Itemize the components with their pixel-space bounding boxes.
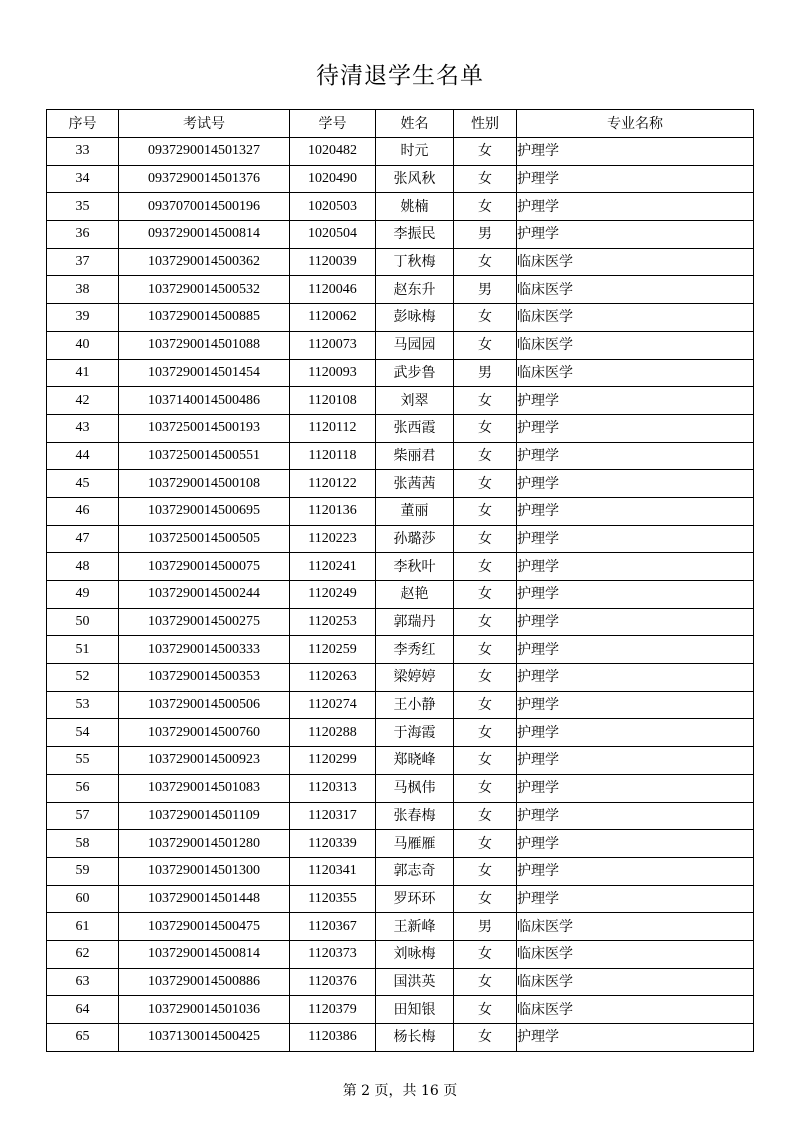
row-seq: 34 bbox=[47, 165, 119, 193]
table-row bbox=[47, 857, 754, 885]
table-row bbox=[47, 581, 754, 609]
row-exam-number: 1037290014500695 bbox=[119, 497, 290, 525]
row-name: 马枫伟 bbox=[376, 774, 454, 802]
row-student-id: 1120339 bbox=[290, 830, 376, 858]
header-seq: 序号 bbox=[47, 110, 119, 138]
row-exam-number: 1037290014500108 bbox=[119, 470, 290, 498]
row-name: 梁婷婷 bbox=[376, 664, 454, 692]
row-student-id: 1020490 bbox=[290, 165, 376, 193]
row-student-id: 1120073 bbox=[290, 331, 376, 359]
row-gender: 女 bbox=[454, 442, 517, 470]
row-gender: 女 bbox=[454, 940, 517, 968]
row-student-id: 1120386 bbox=[290, 1024, 376, 1052]
row-name: 董丽 bbox=[376, 497, 454, 525]
row-exam-number: 1037250014500551 bbox=[119, 442, 290, 470]
student-roster-table bbox=[46, 109, 754, 1052]
table-row bbox=[47, 442, 754, 470]
table-row bbox=[47, 248, 754, 276]
row-name: 郭瑞丹 bbox=[376, 608, 454, 636]
row-gender: 女 bbox=[454, 525, 517, 553]
row-seq: 37 bbox=[47, 248, 119, 276]
row-gender: 女 bbox=[454, 857, 517, 885]
row-exam-number: 1037290014500362 bbox=[119, 248, 290, 276]
row-major: 护理学 bbox=[517, 1024, 754, 1052]
row-name: 马园园 bbox=[376, 331, 454, 359]
page-footer: 第 2 页，共 16 页 bbox=[342, 1083, 458, 1099]
row-gender: 女 bbox=[454, 885, 517, 913]
row-student-id: 1120062 bbox=[290, 304, 376, 332]
row-name: 于海霞 bbox=[376, 719, 454, 747]
table-row bbox=[47, 996, 754, 1024]
page-title: 待清退学生名单 bbox=[316, 63, 484, 89]
row-student-id: 1120376 bbox=[290, 968, 376, 996]
header-major: 专业名称 bbox=[517, 110, 754, 138]
row-exam-number: 1037290014500353 bbox=[119, 664, 290, 692]
row-name: 国洪英 bbox=[376, 968, 454, 996]
row-name: 李秀红 bbox=[376, 636, 454, 664]
row-student-id: 1120355 bbox=[290, 885, 376, 913]
row-major: 临床医学 bbox=[517, 276, 754, 304]
table-row bbox=[47, 830, 754, 858]
row-seq: 43 bbox=[47, 414, 119, 442]
row-major: 护理学 bbox=[517, 857, 754, 885]
table-row bbox=[47, 165, 754, 193]
row-gender: 女 bbox=[454, 248, 517, 276]
row-gender: 男 bbox=[454, 913, 517, 941]
table-row bbox=[47, 608, 754, 636]
table-row bbox=[47, 304, 754, 332]
row-seq: 47 bbox=[47, 525, 119, 553]
row-name: 赵艳 bbox=[376, 581, 454, 609]
row-student-id: 1120241 bbox=[290, 553, 376, 581]
row-major: 护理学 bbox=[517, 719, 754, 747]
row-student-id: 1120118 bbox=[290, 442, 376, 470]
row-name: 柴丽君 bbox=[376, 442, 454, 470]
table-row bbox=[47, 138, 754, 166]
row-gender: 女 bbox=[454, 968, 517, 996]
row-seq: 56 bbox=[47, 774, 119, 802]
row-name: 李振民 bbox=[376, 221, 454, 249]
row-gender: 女 bbox=[454, 636, 517, 664]
row-student-id: 1120373 bbox=[290, 940, 376, 968]
row-exam-number: 1037290014500333 bbox=[119, 636, 290, 664]
row-gender: 女 bbox=[454, 304, 517, 332]
table-row bbox=[47, 359, 754, 387]
row-gender: 女 bbox=[454, 581, 517, 609]
row-exam-number: 0937290014501327 bbox=[119, 138, 290, 166]
row-name: 罗环环 bbox=[376, 885, 454, 913]
row-major: 临床医学 bbox=[517, 248, 754, 276]
row-name: 刘翠 bbox=[376, 387, 454, 415]
row-seq: 55 bbox=[47, 747, 119, 775]
row-gender: 女 bbox=[454, 691, 517, 719]
row-name: 李秋叶 bbox=[376, 553, 454, 581]
row-exam-number: 1037290014501109 bbox=[119, 802, 290, 830]
row-major: 临床医学 bbox=[517, 359, 754, 387]
row-student-id: 1120367 bbox=[290, 913, 376, 941]
row-major: 护理学 bbox=[517, 387, 754, 415]
row-student-id: 1120112 bbox=[290, 414, 376, 442]
row-seq: 57 bbox=[47, 802, 119, 830]
table-row bbox=[47, 774, 754, 802]
row-gender: 女 bbox=[454, 608, 517, 636]
row-name: 武步鲁 bbox=[376, 359, 454, 387]
table-row bbox=[47, 664, 754, 692]
row-name: 王小静 bbox=[376, 691, 454, 719]
table-row bbox=[47, 913, 754, 941]
row-student-id: 1120122 bbox=[290, 470, 376, 498]
row-exam-number: 1037290014500923 bbox=[119, 747, 290, 775]
row-student-id: 1120317 bbox=[290, 802, 376, 830]
row-seq: 58 bbox=[47, 830, 119, 858]
row-exam-number: 1037290014500475 bbox=[119, 913, 290, 941]
row-major: 护理学 bbox=[517, 414, 754, 442]
row-seq: 52 bbox=[47, 664, 119, 692]
row-exam-number: 1037290014500885 bbox=[119, 304, 290, 332]
row-exam-number: 1037290014500075 bbox=[119, 553, 290, 581]
row-major: 护理学 bbox=[517, 581, 754, 609]
row-gender: 女 bbox=[454, 138, 517, 166]
row-exam-number: 1037290014501280 bbox=[119, 830, 290, 858]
row-major: 护理学 bbox=[517, 885, 754, 913]
row-seq: 36 bbox=[47, 221, 119, 249]
row-exam-number: 1037290014501454 bbox=[119, 359, 290, 387]
row-student-id: 1120263 bbox=[290, 664, 376, 692]
row-student-id: 1120341 bbox=[290, 857, 376, 885]
row-exam-number: 1037130014500425 bbox=[119, 1024, 290, 1052]
row-major: 护理学 bbox=[517, 497, 754, 525]
row-student-id: 1120223 bbox=[290, 525, 376, 553]
row-gender: 女 bbox=[454, 747, 517, 775]
row-seq: 53 bbox=[47, 691, 119, 719]
row-major: 护理学 bbox=[517, 774, 754, 802]
row-seq: 51 bbox=[47, 636, 119, 664]
row-gender: 女 bbox=[454, 470, 517, 498]
table-row bbox=[47, 940, 754, 968]
row-seq: 48 bbox=[47, 553, 119, 581]
row-exam-number: 1037290014501083 bbox=[119, 774, 290, 802]
row-seq: 63 bbox=[47, 968, 119, 996]
row-gender: 男 bbox=[454, 359, 517, 387]
table-row bbox=[47, 636, 754, 664]
header-exam-number: 考试号 bbox=[119, 110, 290, 138]
row-gender: 女 bbox=[454, 387, 517, 415]
row-gender: 女 bbox=[454, 664, 517, 692]
row-student-id: 1120108 bbox=[290, 387, 376, 415]
row-student-id: 1120253 bbox=[290, 608, 376, 636]
row-name: 张西霞 bbox=[376, 414, 454, 442]
row-student-id: 1020482 bbox=[290, 138, 376, 166]
row-major: 护理学 bbox=[517, 636, 754, 664]
table-row bbox=[47, 387, 754, 415]
row-exam-number: 1037290014500814 bbox=[119, 940, 290, 968]
row-seq: 60 bbox=[47, 885, 119, 913]
row-seq: 45 bbox=[47, 470, 119, 498]
row-gender: 男 bbox=[454, 276, 517, 304]
row-seq: 33 bbox=[47, 138, 119, 166]
row-major: 护理学 bbox=[517, 747, 754, 775]
table-row bbox=[47, 747, 754, 775]
row-student-id: 1120046 bbox=[290, 276, 376, 304]
row-major: 护理学 bbox=[517, 138, 754, 166]
row-exam-number: 1037290014501300 bbox=[119, 857, 290, 885]
row-exam-number: 1037290014500244 bbox=[119, 581, 290, 609]
row-major: 护理学 bbox=[517, 691, 754, 719]
row-name: 姚楠 bbox=[376, 193, 454, 221]
row-gender: 女 bbox=[454, 553, 517, 581]
row-student-id: 1020504 bbox=[290, 221, 376, 249]
row-seq: 41 bbox=[47, 359, 119, 387]
table-row bbox=[47, 885, 754, 913]
row-major: 临床医学 bbox=[517, 304, 754, 332]
row-gender: 女 bbox=[454, 774, 517, 802]
row-major: 护理学 bbox=[517, 830, 754, 858]
row-student-id: 1120299 bbox=[290, 747, 376, 775]
row-seq: 65 bbox=[47, 1024, 119, 1052]
row-gender: 女 bbox=[454, 830, 517, 858]
row-exam-number: 0937290014501376 bbox=[119, 165, 290, 193]
header-gender: 性别 bbox=[454, 110, 517, 138]
table-row bbox=[47, 193, 754, 221]
row-name: 时元 bbox=[376, 138, 454, 166]
table-row bbox=[47, 331, 754, 359]
row-major: 临床医学 bbox=[517, 913, 754, 941]
row-gender: 女 bbox=[454, 193, 517, 221]
table-row bbox=[47, 221, 754, 249]
row-name: 张茜茜 bbox=[376, 470, 454, 498]
row-major: 临床医学 bbox=[517, 968, 754, 996]
row-student-id: 1120093 bbox=[290, 359, 376, 387]
row-seq: 50 bbox=[47, 608, 119, 636]
row-major: 护理学 bbox=[517, 802, 754, 830]
row-student-id: 1120379 bbox=[290, 996, 376, 1024]
table-row bbox=[47, 470, 754, 498]
table-row bbox=[47, 802, 754, 830]
row-seq: 54 bbox=[47, 719, 119, 747]
row-exam-number: 1037290014500506 bbox=[119, 691, 290, 719]
row-seq: 42 bbox=[47, 387, 119, 415]
row-name: 郑晓峰 bbox=[376, 747, 454, 775]
row-student-id: 1120274 bbox=[290, 691, 376, 719]
table-row bbox=[47, 414, 754, 442]
table-row bbox=[47, 968, 754, 996]
row-exam-number: 0937070014500196 bbox=[119, 193, 290, 221]
row-exam-number: 1037290014500886 bbox=[119, 968, 290, 996]
row-seq: 64 bbox=[47, 996, 119, 1024]
table-row bbox=[47, 497, 754, 525]
row-student-id: 1120313 bbox=[290, 774, 376, 802]
row-exam-number: 1037290014501036 bbox=[119, 996, 290, 1024]
row-exam-number: 1037140014500486 bbox=[119, 387, 290, 415]
row-major: 护理学 bbox=[517, 608, 754, 636]
row-name: 刘咏梅 bbox=[376, 940, 454, 968]
table-row bbox=[47, 276, 754, 304]
row-student-id: 1120039 bbox=[290, 248, 376, 276]
header-name: 姓名 bbox=[376, 110, 454, 138]
row-gender: 女 bbox=[454, 497, 517, 525]
row-major: 临床医学 bbox=[517, 940, 754, 968]
header-student-id: 学号 bbox=[290, 110, 376, 138]
row-gender: 女 bbox=[454, 719, 517, 747]
row-major: 临床医学 bbox=[517, 331, 754, 359]
row-major: 护理学 bbox=[517, 221, 754, 249]
table-header-row bbox=[47, 110, 754, 138]
row-name: 王新峰 bbox=[376, 913, 454, 941]
row-major: 护理学 bbox=[517, 193, 754, 221]
table-row bbox=[47, 1024, 754, 1052]
row-seq: 35 bbox=[47, 193, 119, 221]
row-exam-number: 1037250014500505 bbox=[119, 525, 290, 553]
row-name: 郭志奇 bbox=[376, 857, 454, 885]
row-name: 马雁雁 bbox=[376, 830, 454, 858]
row-name: 孙璐莎 bbox=[376, 525, 454, 553]
row-name: 赵东升 bbox=[376, 276, 454, 304]
row-major: 护理学 bbox=[517, 553, 754, 581]
row-gender: 女 bbox=[454, 165, 517, 193]
row-exam-number: 1037290014500532 bbox=[119, 276, 290, 304]
row-gender: 女 bbox=[454, 414, 517, 442]
row-name: 张春梅 bbox=[376, 802, 454, 830]
table-row bbox=[47, 525, 754, 553]
row-seq: 59 bbox=[47, 857, 119, 885]
row-name: 彭咏梅 bbox=[376, 304, 454, 332]
row-major: 护理学 bbox=[517, 470, 754, 498]
row-major: 护理学 bbox=[517, 525, 754, 553]
row-major: 护理学 bbox=[517, 165, 754, 193]
row-name: 杨长梅 bbox=[376, 1024, 454, 1052]
row-major: 临床医学 bbox=[517, 996, 754, 1024]
table-row bbox=[47, 719, 754, 747]
row-exam-number: 1037250014500193 bbox=[119, 414, 290, 442]
table-body bbox=[47, 138, 754, 1052]
row-student-id: 1120249 bbox=[290, 581, 376, 609]
row-seq: 38 bbox=[47, 276, 119, 304]
row-seq: 46 bbox=[47, 497, 119, 525]
row-student-id: 1020503 bbox=[290, 193, 376, 221]
row-seq: 49 bbox=[47, 581, 119, 609]
row-seq: 62 bbox=[47, 940, 119, 968]
row-gender: 女 bbox=[454, 996, 517, 1024]
table-row bbox=[47, 691, 754, 719]
row-student-id: 1120136 bbox=[290, 497, 376, 525]
row-exam-number: 1037290014501088 bbox=[119, 331, 290, 359]
row-seq: 40 bbox=[47, 331, 119, 359]
row-major: 护理学 bbox=[517, 664, 754, 692]
table-row bbox=[47, 553, 754, 581]
row-major: 护理学 bbox=[517, 442, 754, 470]
row-gender: 男 bbox=[454, 221, 517, 249]
row-name: 田知银 bbox=[376, 996, 454, 1024]
row-name: 丁秋梅 bbox=[376, 248, 454, 276]
row-student-id: 1120259 bbox=[290, 636, 376, 664]
row-name: 张风秋 bbox=[376, 165, 454, 193]
row-exam-number: 1037290014501448 bbox=[119, 885, 290, 913]
row-exam-number: 1037290014500275 bbox=[119, 608, 290, 636]
row-student-id: 1120288 bbox=[290, 719, 376, 747]
row-gender: 女 bbox=[454, 331, 517, 359]
row-gender: 女 bbox=[454, 802, 517, 830]
row-gender: 女 bbox=[454, 1024, 517, 1052]
row-exam-number: 1037290014500760 bbox=[119, 719, 290, 747]
row-seq: 44 bbox=[47, 442, 119, 470]
row-seq: 61 bbox=[47, 913, 119, 941]
row-exam-number: 0937290014500814 bbox=[119, 221, 290, 249]
row-seq: 39 bbox=[47, 304, 119, 332]
